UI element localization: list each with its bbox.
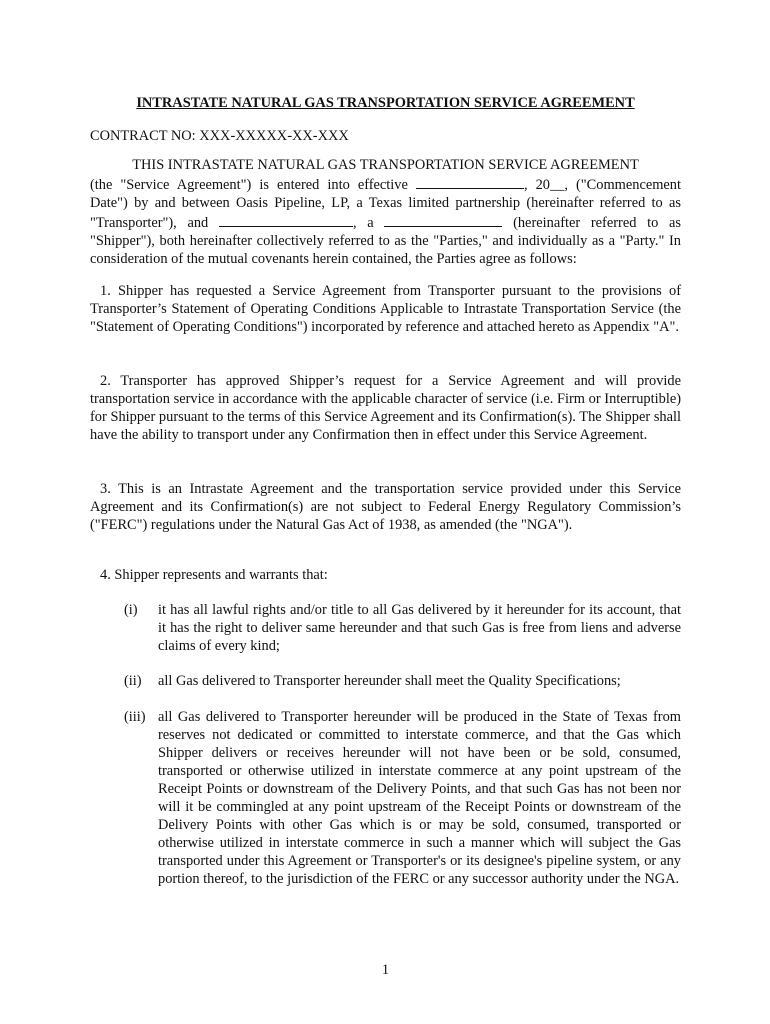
item-number: (i) [124,602,138,618]
item-text: all Gas delivered to Transporter hereunder will be produced in the State of Texas from reserves not dedicated or committed to interstate commerce, and that the Gas which Shipper delivers or receives hereunder will not have been or be sold, consumed, transported or otherwise utilized in interstate commerce at any point upstream of the Receipt Points or downstream of the Delivery Points, and that such Gas has not been nor will it be commingled at any point upstream of the Receipt Points or downstream of the Delivery Points with other Gas which is or may be sold, consumed, transported or otherwise utilized in interstate commerce in such a manner which will subject the Gas transported under this Agreement or Transporter's or its designee's pipeline system, or any portion thereof, to the jurisdiction of the FERC or any successor authority under the NGA. [158,709,681,887]
item-text: it has all lawful rights and/or title to all Gas delivered by it hereunder for its account, that it has the right to deliver same hereunder and that such Gas is free from liens and adverse claims of every kind; [158,602,681,654]
paragraph-4: 4. Shipper represents and warrants that: [100,567,328,583]
document-page [90,0,681,1024]
paragraph-3: 3. This is an Intrastate Agreement and the transportation service provided under this Service Agreement and its Confirmation(s) are not subject to Federal Energy Regulatory Commission’s ("FERC") regulations under the Natural Gas Act of 1938, as amended (the "NGA"). [90,481,681,533]
paragraph-1: 1. Shipper has requested a Service Agreement from Transporter pursuant to the provisions of Transporter’s Statement of Operating Conditions Applicable to Intrastate Transportation Service (the "Statement of Operating Conditions") incorporated by reference and attached hereto as Appendix "A". [90,283,681,335]
item-number: (iii) [124,709,146,725]
shipper-name-blank[interactable] [219,212,353,227]
document-title: INTRASTATE NATURAL GAS TRANSPORTATION SERVICE AGREEMENT [136,95,635,111]
intro-text-d: (hereinafter referred to as "Shipper"), both hereinafter collectively referred to as the "Parties," and individually as a "Party." In consideration of the mutual covenants herein contained, the Parties agree as follows: [90,215,681,267]
intro-text-c: , a [352,215,385,231]
effective-date-blank[interactable] [416,174,524,189]
intro-text-a: (the "Service Agreement") is entered into effective [90,177,416,193]
intro-body [90,174,681,268]
contract-number: CONTRACT NO: XXX-XXXXX-XX-XXX [90,128,349,144]
item-number: (ii) [124,673,142,689]
paragraph-2: 2. Transporter has approved Shipper’s request for a Service Agreement and will provide transportation service in accordance with the applicable character of service (i.e. Firm or Interruptible) for Shipper pursuant to the terms of this Service Agreement and its Confirmation(s). The Shipper shall have the ability to transport under any Confirmation then in effect under this Service Agreement. [90,373,681,443]
intro-first-line: THIS INTRASTATE NATURAL GAS TRANSPORTATION SERVICE AGREEMENT [132,157,639,173]
item-text: all Gas delivered to Transporter hereunder shall meet the Quality Specifications; [158,673,621,689]
shipper-entity-blank[interactable] [384,212,502,227]
intro-text-b: , 20__, ("Commencement Date") by and between Oasis Pipeline, LP, a Texas limited partnership (hereinafter referred to as "Transporter"), and [90,177,681,231]
intro-paragraph [90,156,681,268]
page-number: 1 [381,962,390,978]
